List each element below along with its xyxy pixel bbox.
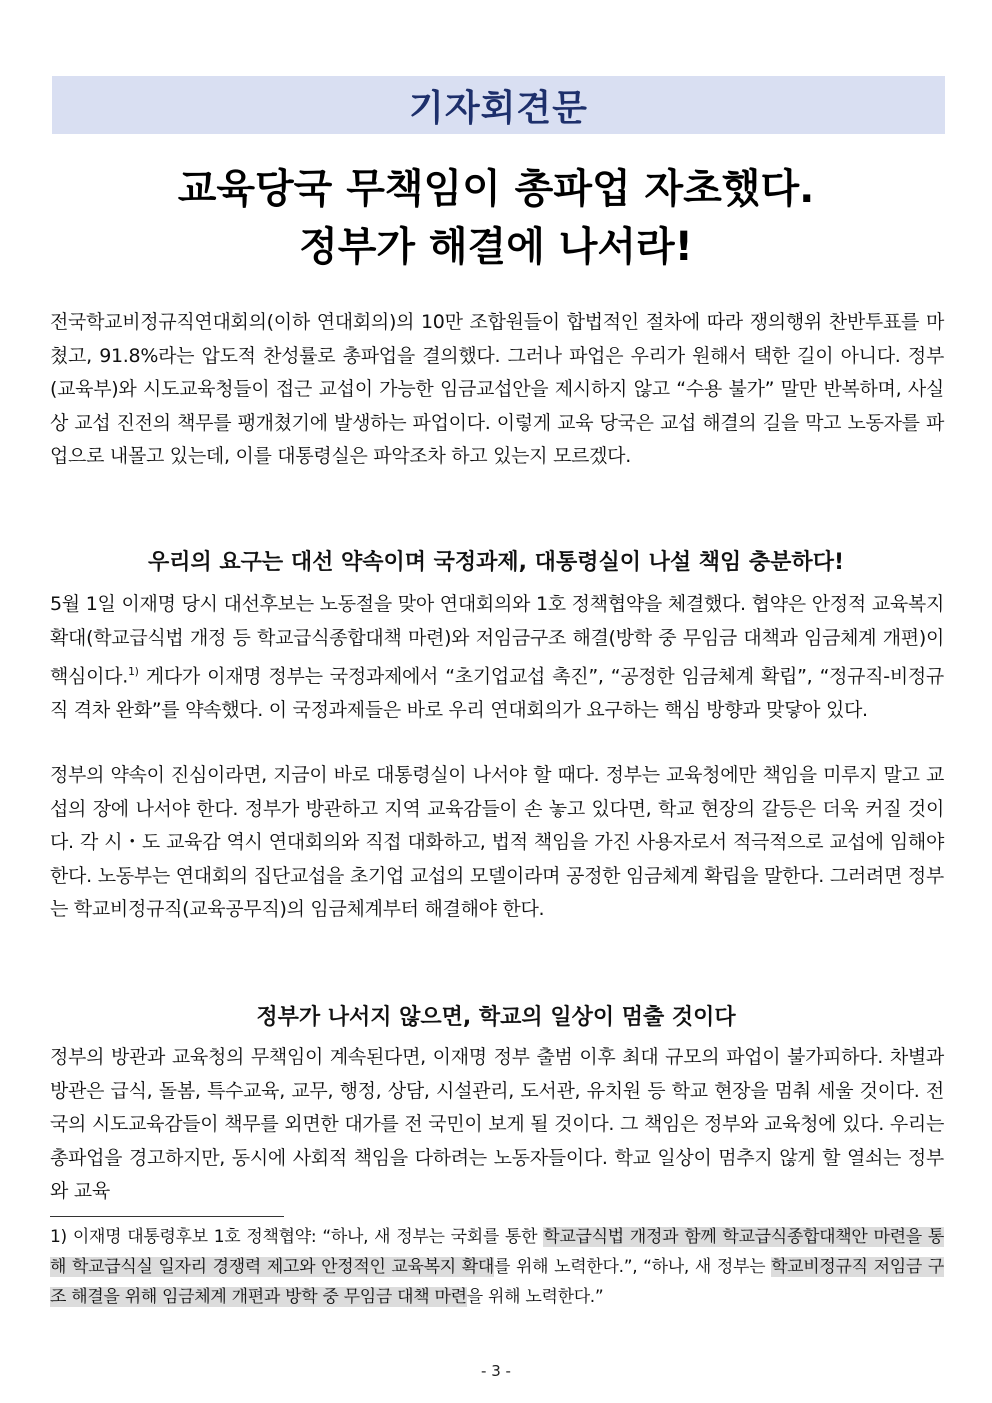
section-1-paragraph-1 (50, 588, 944, 727)
footnote (50, 1222, 944, 1312)
footnote-divider (50, 1216, 284, 1217)
section-1-paragraph-1-text-b: 게다가 이재명 정부는 국정과제에서 “초기업교섭 촉진”, “공정한 임금체계 확립”, “정규직-비정규직 격차 완화”를 약속했다. 이 국정과제들은 바로 우리 연대회의가 요구하는 핵심 방향과 맞닿아 있다. (50, 665, 944, 721)
page-headline (40, 160, 952, 276)
footnote-highlight-2: 학교비정규직 저임금 구조 해결을 위해 임금체계 개편과 방학 중 무임금 대책 마련 (50, 1257, 944, 1307)
banner-title: 기자회견문 (409, 87, 588, 129)
headline-line-1: 교육당국 무책임이 총파업 자초했다. (177, 166, 815, 212)
section-1-paragraph-1-text-a: 5월 1일 이재명 당시 대선후보는 노동절을 맞아 연대회의와 1호 정책협약을 체결했다. 협약은 안정적 교육복지 확대(학교급식법 개정 등 학교급식종합대책 마련)와 저임금구조 해결(방학 중 무임금 대책과 임금체계 개편)이 핵심이다. (50, 593, 944, 688)
section-1-paragraph-2: 정부의 약속이 진심이라면, 지금이 바로 대통령실이 나서야 할 때다. 정부는 교육청에만 책임을 미루지 말고 교섭의 장에 나서야 한다. 정부가 방관하고 지역 교육감들이 손 놓고 있다면, 학교 현장의 갈등은 더욱 커질 것이다. 각 시・도 교육감 역시 연대회의와 직접 대화하고, 법적 책임을 가진 사용자로서 적극적으로 교섭에 임해야 한다. 노동부는 연대회의 집단교섭을 초기업 교섭의 모델이라며 공정한 임금체계 확립을 말한다. 그러려면 정부는 학교비정규직(교육공무직)의 임금체계부터 해결해야 한다. (50, 764, 944, 920)
footnote-highlight-1: 학교급식법 개정과 함께 학교급식종합대책안 마련을 통해 학교급식실 일자리 경쟁력 제고와 안정적인 교육복지 확대 (50, 1227, 944, 1277)
headline-line-2: 정부가 해결에 나서라! (299, 224, 693, 270)
press-conference-banner (52, 76, 945, 134)
section-1-heading: 우리의 요구는 대선 약속이며 국정과제, 대통령실이 나설 책임 충분하다! (148, 550, 844, 575)
section-2-paragraph: 정부의 방관과 교육청의 무책임이 계속된다면, 이재명 정부 출범 이후 최대 규모의 파업이 불가피하다. 차별과 방관은 급식, 돌봄, 특수교육, 교무, 행정, 상담, 시설관리, 도서관, 유치원 등 학교 현장을 멈춰 세울 것이다. 전국의 시도교육감들이 책무를 외면한 대가를 전 국민이 보게 될 것이다. 그 책임은 정부와 교육청에 있다. 우리는 총파업을 경고하지만, 동시에 사회적 책임을 다하려는 노동자들이다. 학교 일상이 멈추지 않게 할 열쇠는 정부와 교육 (50, 1046, 944, 1202)
intro-paragraph: 전국학교비정규직연대회의(이하 연대회의)의 10만 조합원들이 합법적인 절차에 따라 쟁의행위 찬반투표를 마쳤고, 91.8%라는 압도적 찬성률로 총파업을 결의했다. 그러나 파업은 우리가 원해서 택한 길이 아니다. 정부(교육부)와 시도교육청들이 접근 교섭이 가능한 임금교섭안을 제시하지 않고 “수용 불가” 말만 반복하며, 사실상 교섭 진전의 책무를 팽개쳤기에 발생하는 파업이다. 이렇게 교육 당국은 교섭 해결의 길을 막고 노동자를 파업으로 내몰고 있는데, 이를 대통령실은 파악조차 하고 있는지 모르겠다. (50, 311, 944, 467)
footnote-text-3: 을 위해 노력한다.” (466, 1287, 604, 1307)
section-2-heading: 정부가 나서지 않으면, 학교의 일상이 멈출 것이다 (256, 1005, 736, 1030)
footnote-text-1: 1) 이재명 대통령후보 1호 정책협약: “하나, 새 정부는 국회를 통한 (50, 1227, 544, 1247)
footnote-reference: 1) (127, 665, 139, 678)
footnote-text-2: 를 위해 노력한다.”, “하나, 새 정부는 (494, 1257, 772, 1277)
page-number: - 3 - (481, 1362, 511, 1380)
